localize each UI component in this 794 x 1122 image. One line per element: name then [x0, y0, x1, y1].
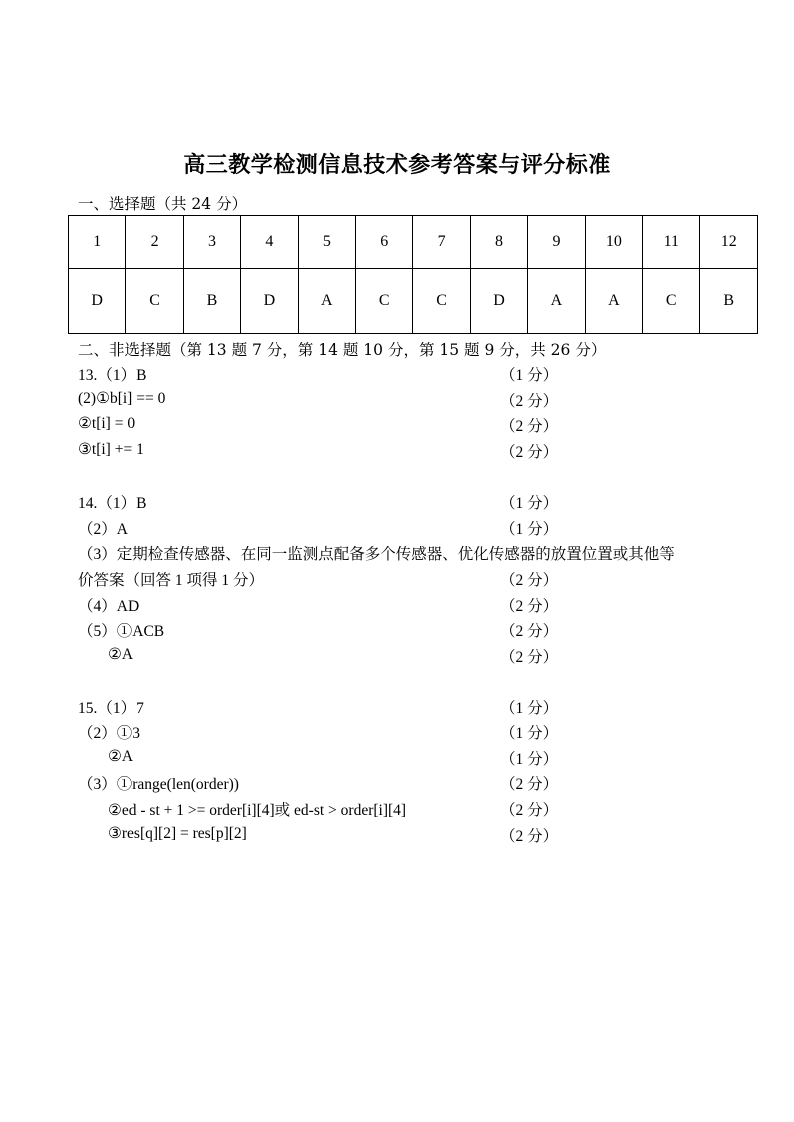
question-number: 9: [528, 216, 585, 269]
answer-cell: C: [643, 269, 700, 334]
question-number: 5: [298, 216, 355, 269]
question-number: 11: [643, 216, 700, 269]
question-number: 12: [700, 216, 758, 269]
section-2-heading: 二、非选择题（第 13 题 7 分，第 14 题 10 分，第 15 题 9 分，共 26 分）: [78, 341, 607, 359]
answer-cell: A: [528, 269, 585, 334]
q15-line-6: ③res[q][2] = res[p][2]: [108, 825, 247, 842]
q15-line-1: 15.（1）7: [78, 700, 144, 717]
q15-score-6: （2 分）: [500, 828, 559, 845]
q13-score-4: （2 分）: [500, 444, 559, 461]
q13-line-4: ③t[i] += 1: [78, 441, 144, 458]
q13-line-3: ②t[i] = 0: [78, 415, 136, 432]
q14-line-3: （3）定期检查传感器、在同一监测点配备多个传感器、优化传感器的放置位置或其他等: [78, 546, 675, 563]
q14-line-1: 14.（1）B: [78, 495, 147, 512]
question-number-row: [69, 216, 758, 269]
q13-line-2: (2)①b[i] == 0: [78, 390, 166, 407]
q15-line-5: ②ed - st + 1 >= order[i][4]或 ed-st > order[i][4]: [108, 802, 407, 819]
answer-cell: A: [585, 269, 642, 334]
q15-score-2: （1 分）: [500, 725, 559, 742]
q14-score-5: （2 分）: [500, 598, 559, 615]
answer-cell: D: [241, 269, 298, 334]
q14-line-2: （2）A: [78, 521, 128, 538]
q13-score-2: （2 分）: [500, 393, 559, 410]
question-number: 10: [585, 216, 642, 269]
q13-score-1: （1 分）: [500, 367, 559, 384]
q14-line-6: （5）①ACB: [78, 623, 165, 640]
question-number: 6: [356, 216, 413, 269]
q14-line-5: （4）AD: [78, 598, 140, 615]
page-title: 高三教学检测信息技术参考答案与评分标准: [183, 152, 611, 178]
answer-cell: B: [183, 269, 240, 334]
answer-cell: C: [356, 269, 413, 334]
q14-line-4: 价答案（回答 1 项得 1 分）: [78, 572, 265, 589]
answer-cell: C: [413, 269, 470, 334]
question-number: 8: [470, 216, 527, 269]
question-number: 4: [241, 216, 298, 269]
answer-cell: A: [298, 269, 355, 334]
q15-line-2: （2）①3: [78, 725, 141, 742]
q14-score-4: （2 分）: [500, 572, 559, 589]
section-1-heading: 一、选择题（共 24 分）: [78, 195, 248, 213]
q14-score-1: （1 分）: [500, 495, 559, 512]
answer-cell: D: [69, 269, 126, 334]
q15-line-4: （3）①range(len(order)): [78, 776, 239, 793]
q15-score-5: （2 分）: [500, 802, 559, 819]
q14-score-7: （2 分）: [500, 649, 559, 666]
mcq-answer-table: [68, 215, 758, 334]
q15-line-3: ②A: [108, 748, 134, 765]
q13-line-1: 13.（1）B: [78, 367, 147, 384]
answer-cell: C: [126, 269, 183, 334]
answer-cell: B: [700, 269, 758, 334]
q14-line-7: ②A: [108, 646, 134, 663]
question-number: 3: [183, 216, 240, 269]
question-number: 2: [126, 216, 183, 269]
q13-score-3: （2 分）: [500, 418, 559, 435]
answer-row: [69, 269, 758, 334]
q15-score-4: （2 分）: [500, 776, 559, 793]
q14-score-2: （1 分）: [500, 521, 559, 538]
question-number: 1: [69, 216, 126, 269]
q15-score-1: （1 分）: [500, 700, 559, 717]
q14-score-6: （2 分）: [500, 623, 559, 640]
answer-cell: D: [470, 269, 527, 334]
question-number: 7: [413, 216, 470, 269]
q15-score-3: （1 分）: [500, 751, 559, 768]
